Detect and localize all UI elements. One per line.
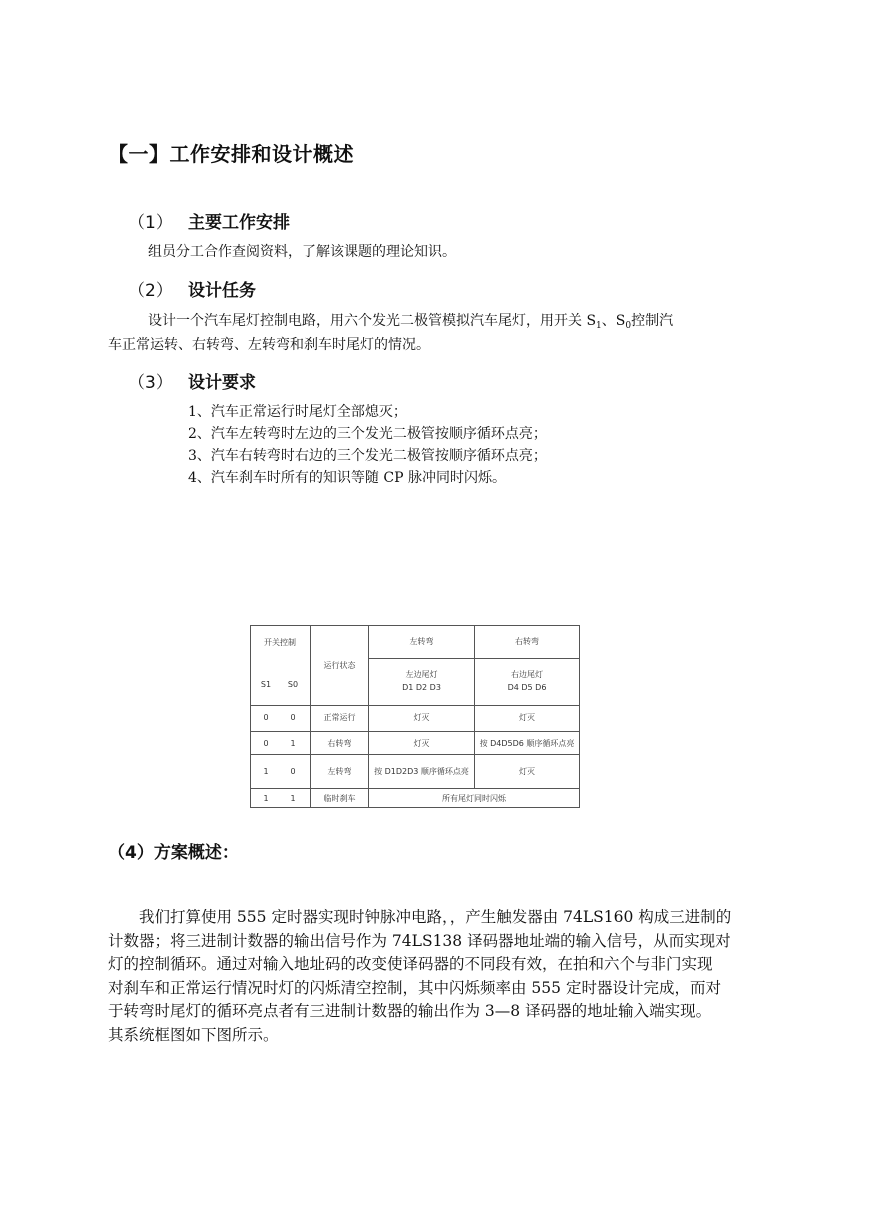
subsection-3-heading bbox=[128, 368, 256, 393]
table-cell: 灯灭 bbox=[519, 712, 535, 722]
header-s0: S0 bbox=[287, 679, 299, 689]
subsection-3-title: 设计要求 bbox=[188, 373, 256, 393]
subsection-2-heading bbox=[128, 276, 256, 301]
table-cell: 0 bbox=[263, 738, 269, 748]
requirements-list bbox=[188, 401, 547, 489]
table-cell: 1 bbox=[290, 793, 296, 803]
table-cell-merged: 所有尾灯同时闪烁 bbox=[442, 793, 506, 803]
table-cell: 0 bbox=[290, 767, 296, 776]
list-item: 3、汽车右转弯时右边的三个发光二极管按顺序循环点亮； bbox=[188, 448, 547, 464]
header-right-turn: 右转弯 bbox=[515, 637, 539, 646]
subsection-3-number: （3） bbox=[128, 373, 173, 393]
table-cell: 1 bbox=[263, 793, 269, 803]
subsection-1-text: 组员分工合作查阅资料，了解该课题的理论知识。 bbox=[148, 244, 456, 260]
table-cell: 右转弯 bbox=[327, 738, 352, 748]
paragraph-line: 我们打算使用 555 定时器实现时钟脉冲电路，，产生触发器由 74LS160 构成三进制的 bbox=[139, 908, 732, 926]
table-cell: 灯灭 bbox=[413, 738, 430, 748]
header-left-turn: 左转弯 bbox=[409, 637, 434, 646]
subsection-1-number: （1） bbox=[128, 213, 173, 233]
truth-table bbox=[250, 625, 580, 808]
subsection-2-title: 设计任务 bbox=[188, 281, 256, 301]
subsection-2-text-line-1: 设计一个汽车尾灯控制电路，用六个发光二极管模拟汽车尾灯，用开关 $S_1$、$S_0$控制汽 bbox=[148, 313, 674, 331]
paragraph-line: 对刹车和正常运行情况时灯的闪烁清空控制，其中闪烁频率由 555 定时器设计完成，而对 bbox=[108, 978, 721, 997]
table-cell: 1 bbox=[290, 738, 296, 748]
table-cell: 按 D1D2D3 顺序循环点亮 bbox=[374, 767, 469, 776]
header-s1: S1 bbox=[260, 679, 272, 689]
subsection-4-paragraph bbox=[108, 906, 788, 1047]
paragraph-line: 计数器；将三进制计数器的输出信号作为 74LS138 译码器地址端的输入信号，从而实现对 bbox=[108, 931, 731, 950]
list-item: 4、汽车刹车时所有的知识等随 CP 脉冲同时闪烁。 bbox=[188, 470, 506, 486]
header-switch: 开关控制 bbox=[264, 637, 296, 647]
table-cell: 0 bbox=[290, 712, 296, 722]
subsection-1-heading bbox=[128, 208, 290, 233]
header-right-lamps: 右边尾灯 D4 D5 D6 bbox=[507, 670, 547, 692]
paragraph-line: 于转弯时尾灯的循环亮点者有三进制计数器的输出作为 3—8 译码器的地址输入端实现。 bbox=[108, 1002, 712, 1020]
paragraph-line: 其系统框图如下图所示。 bbox=[108, 1025, 279, 1044]
list-item: 2、汽车左转弯时左边的三个发光二极管按顺序循环点亮； bbox=[188, 426, 547, 442]
table-cell: 临时刹车 bbox=[323, 793, 356, 803]
table-cell: 按 D4D5D6 顺序循环点亮 bbox=[479, 738, 575, 748]
table-cell: 灯灭 bbox=[519, 767, 535, 776]
header-left-lamps: 左边尾灯 D1 D2 D3 bbox=[402, 670, 441, 692]
section-heading: 【一】工作安排和设计概述 bbox=[108, 142, 354, 166]
subsection-4-heading: （4）方案概述： bbox=[108, 843, 239, 863]
paragraph-line: 灯的控制循环。通过对输入地址码的改变使译码器的不同段有效，在拍和六个与非门实现 bbox=[108, 955, 713, 973]
table-cell: 正常运行 bbox=[323, 712, 356, 722]
table-cell: 0 bbox=[263, 712, 269, 722]
header-state: 运行状态 bbox=[323, 660, 356, 670]
subsection-2-number: （2） bbox=[128, 281, 173, 301]
subsection-2-text-line-2: 车正常运转、右转弯、左转弯和刹车时尾灯的情况。 bbox=[108, 337, 430, 353]
table-cell: 左转弯 bbox=[327, 767, 352, 776]
table-cell: 灯灭 bbox=[413, 712, 430, 722]
list-item: 1、汽车正常运行时尾灯全部熄灭； bbox=[188, 404, 407, 420]
table-cell: 1 bbox=[263, 767, 269, 776]
subsection-1-title: 主要工作安排 bbox=[188, 213, 290, 233]
